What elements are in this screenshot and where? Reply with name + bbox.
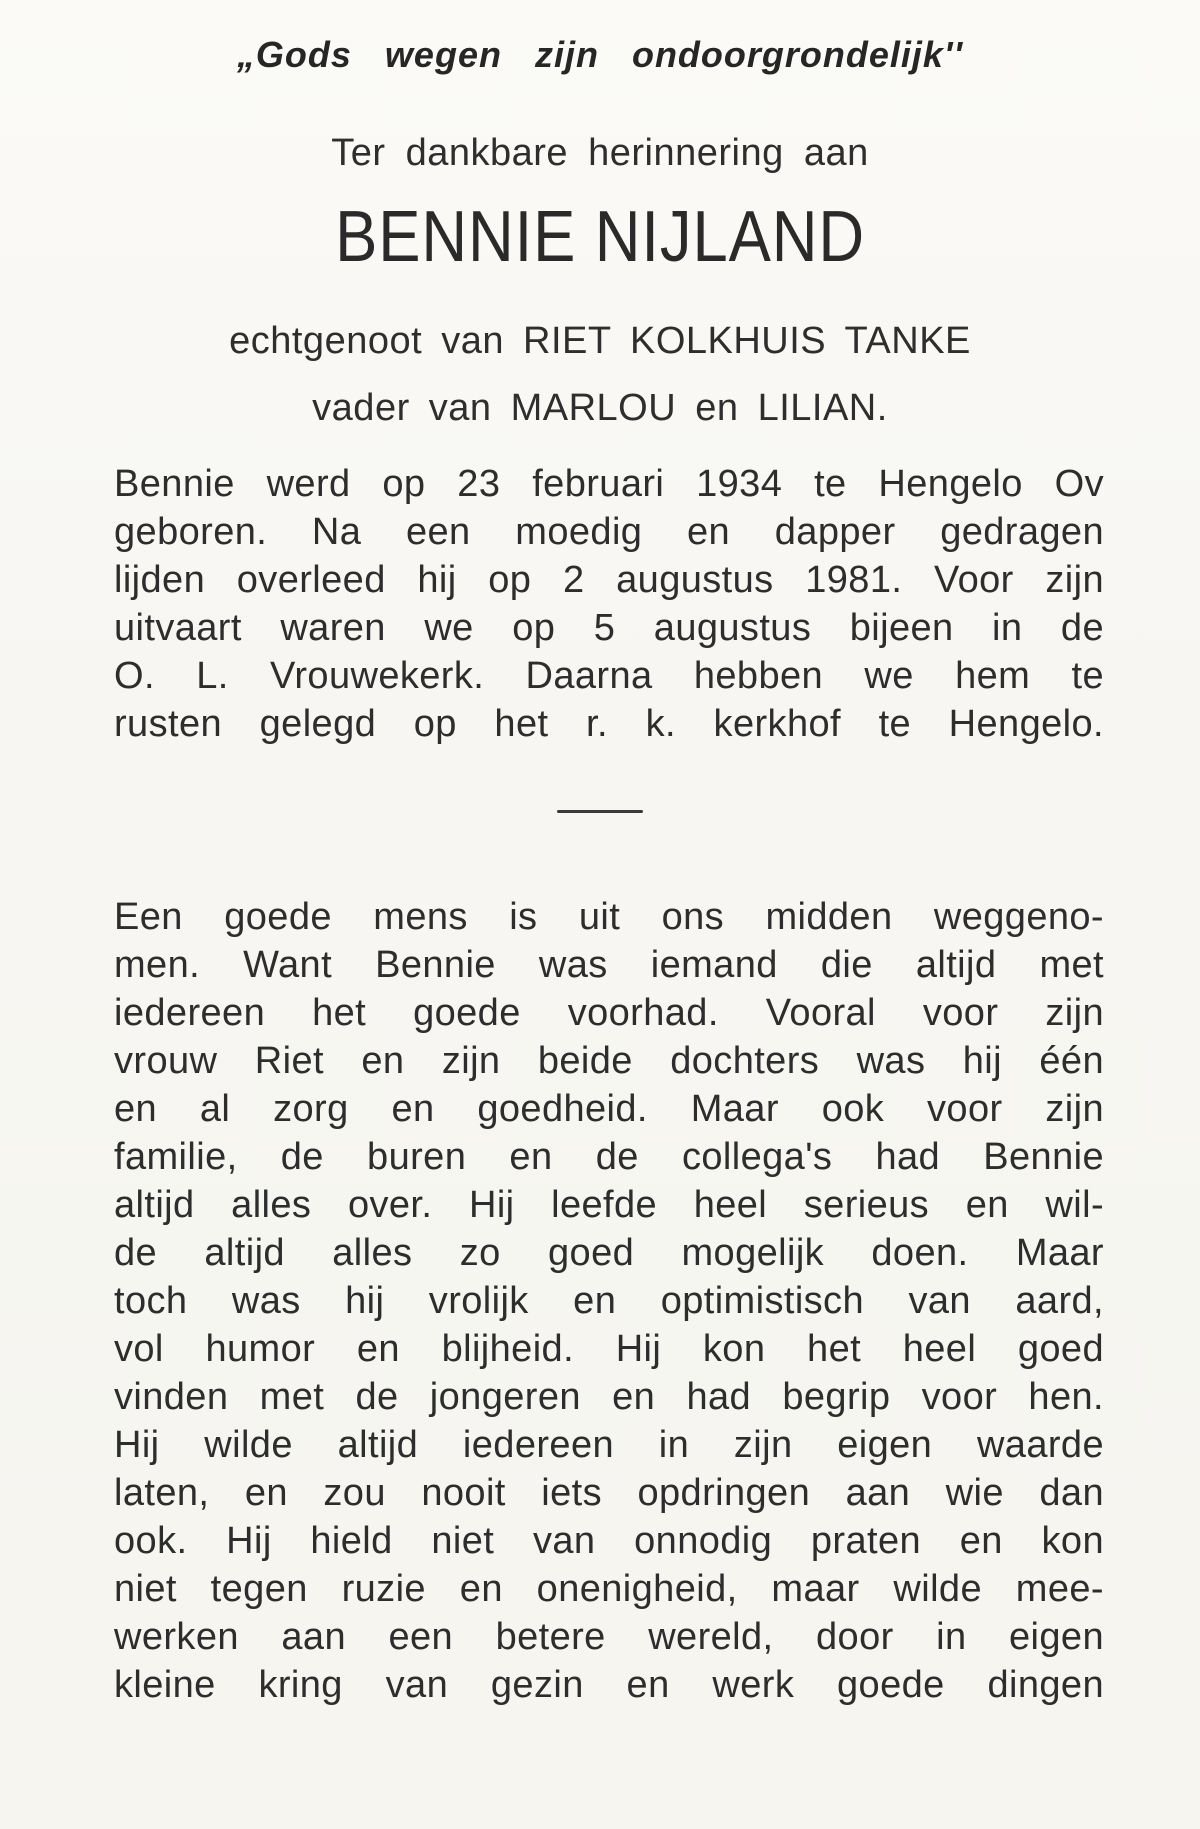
opening-quote: „Gods wegen zijn ondoorgrondelijk''	[236, 34, 964, 75]
body-line: lijden overleed hij op 2 augustus 1981. Voor zijn	[114, 559, 1104, 601]
body-line: werken aan een betere wereld, door in eigen	[114, 1616, 1104, 1658]
body-line: vol humor en blijheid. Hij kon het heel goed	[114, 1328, 1104, 1370]
memorial-intro: Ter dankbare herinnering aan	[331, 132, 869, 174]
body-line: familie, de buren en de collega's had Bennie	[114, 1136, 1104, 1178]
spouse-line: echtgenoot van RIET KOLKHUIS TANKE	[229, 320, 971, 362]
children-line: vader van MARLOU en LILIAN.	[312, 387, 888, 429]
body-line: iedereen het goede voorhad. Vooral voor zijn	[114, 992, 1104, 1034]
body-line: O. L. Vrouwekerk. Daarna hebben we hem te	[114, 655, 1104, 697]
body-line: niet tegen ruzie en onenigheid, maar wilde mee-	[114, 1568, 1104, 1610]
body-line: laten, en zou nooit iets opdringen aan wie dan	[114, 1472, 1104, 1514]
body-line: kleine kring van gezin en werk goede dingen	[114, 1664, 1104, 1706]
body-line: geboren. Na een moedig en dapper gedragen	[114, 511, 1104, 553]
biography-paragraph	[114, 460, 1104, 748]
section-divider	[557, 810, 643, 813]
body-line: Bennie werd op 23 februari 1934 te Hengelo Ov	[114, 463, 1104, 505]
deceased-name-text: BENNIE NIJLAND	[335, 197, 865, 277]
body-line: de altijd alles zo goed mogelijk doen. Maar	[114, 1232, 1104, 1274]
body-line: ook. Hij hield niet van onnodig praten en kon	[114, 1520, 1104, 1562]
body-line: en al zorg en goedheid. Maar ook voor zijn	[114, 1088, 1104, 1130]
body-line: altijd alles over. Hij leefde heel serieus en wil-	[114, 1184, 1104, 1226]
body-line: toch was hij vrolijk en optimistisch van aard,	[114, 1280, 1104, 1322]
body-line: vrouw Riet en zijn beide dochters was hij één	[114, 1040, 1104, 1082]
body-line: Hij wilde altijd iedereen in zijn eigen waarde	[114, 1424, 1104, 1466]
body-line: men. Want Bennie was iemand die altijd met	[114, 944, 1104, 986]
body-line: rusten gelegd op het r. k. kerkhof te Hengelo.	[114, 703, 1104, 745]
deceased-name	[0, 197, 1200, 277]
body-line: Een goede mens is uit ons midden weggeno-	[114, 896, 1104, 938]
body-line: uitvaart waren we op 5 augustus bijeen in de	[114, 607, 1104, 649]
remembrance-paragraph	[114, 893, 1104, 1709]
body-line: vinden met de jongeren en had begrip voor hen.	[114, 1376, 1104, 1418]
